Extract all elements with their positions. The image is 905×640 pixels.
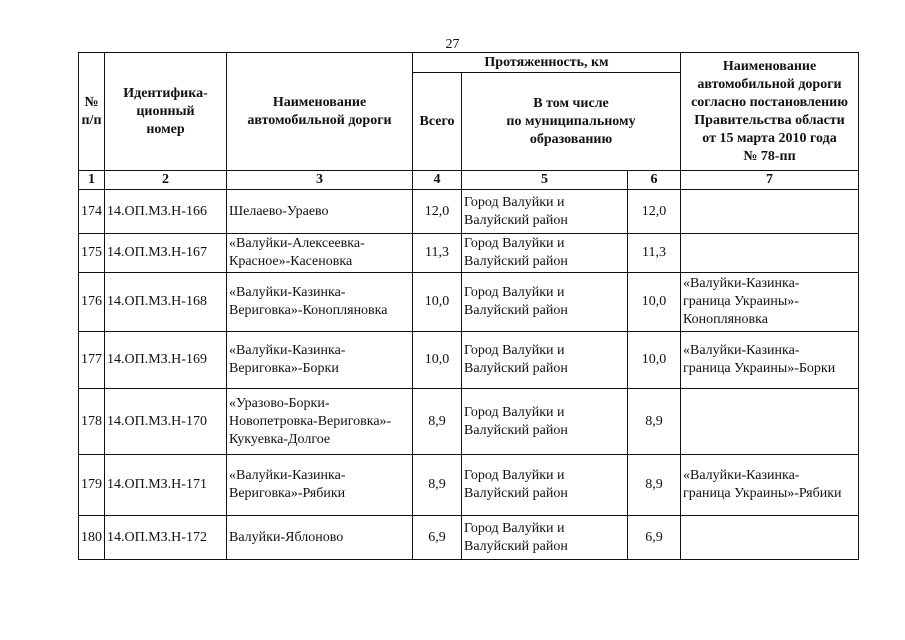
table-body [79, 190, 859, 560]
roads-table [78, 52, 859, 560]
row-road-name: «Валуйки-Казинка- Вериговка»-Конопляновка [227, 273, 413, 332]
column-number-2: 2 [105, 171, 227, 190]
row-municipal-length: 10,0 [628, 273, 681, 332]
row-identifier: 14.ОП.МЗ.Н-166 [105, 190, 227, 234]
row-municipal-length: 8,9 [628, 389, 681, 455]
header-total: Всего [413, 73, 462, 171]
row-total-length: 8,9 [413, 455, 462, 516]
row-number: 177 [79, 332, 105, 389]
table-header [79, 53, 859, 190]
row-municipal-length: 8,9 [628, 455, 681, 516]
row-total-length: 8,9 [413, 389, 462, 455]
row-municipality: Город Валуйки и Валуйский район [462, 332, 628, 389]
row-road-name: «Валуйки-Казинка- Вериговка»-Рябики [227, 455, 413, 516]
row-road-name: «Уразово-Борки- Новопетровка-Вериговка»- Кукуевка-Долгое [227, 389, 413, 455]
row-total-length: 12,0 [413, 190, 462, 234]
row-municipality: Город Валуйки и Валуйский район [462, 516, 628, 560]
row-resolution-name [681, 234, 859, 273]
column-number-1: 1 [79, 171, 105, 190]
row-total-length: 10,0 [413, 332, 462, 389]
header-road-name: Наименование автомобильной дороги [227, 53, 413, 171]
row-resolution-name [681, 389, 859, 455]
row-number: 178 [79, 389, 105, 455]
row-identifier: 14.ОП.МЗ.Н-172 [105, 516, 227, 560]
column-number-6: 6 [628, 171, 681, 190]
table-row [79, 389, 859, 455]
table-row [79, 190, 859, 234]
row-municipality: Город Валуйки и Валуйский район [462, 190, 628, 234]
row-identifier: 14.ОП.МЗ.Н-168 [105, 273, 227, 332]
row-municipal-length: 6,9 [628, 516, 681, 560]
row-municipality: Город Валуйки и Валуйский район [462, 389, 628, 455]
header-identifier: Идентифика- ционный номер [105, 53, 227, 171]
row-road-name: Валуйки-Яблоново [227, 516, 413, 560]
row-resolution-name: «Валуйки-Казинка- граница Украины»-Борки [681, 332, 859, 389]
row-identifier: 14.ОП.МЗ.Н-171 [105, 455, 227, 516]
row-identifier: 14.ОП.МЗ.Н-170 [105, 389, 227, 455]
row-road-name: Шелаево-Ураево [227, 190, 413, 234]
header-row-number: № п/п [79, 53, 105, 171]
row-municipal-length: 10,0 [628, 332, 681, 389]
row-road-name: «Валуйки-Алексеевка- Красное»-Касеновка [227, 234, 413, 273]
row-resolution-name: «Валуйки-Казинка- граница Украины»- Конопляновка [681, 273, 859, 332]
row-number: 175 [79, 234, 105, 273]
table-row [79, 332, 859, 389]
row-number: 179 [79, 455, 105, 516]
page-number: 27 [445, 37, 460, 52]
row-total-length: 11,3 [413, 234, 462, 273]
row-municipality: Город Валуйки и Валуйский район [462, 273, 628, 332]
row-number: 176 [79, 273, 105, 332]
row-road-name: «Валуйки-Казинка- Вериговка»-Борки [227, 332, 413, 389]
row-resolution-name [681, 516, 859, 560]
row-municipality: Город Валуйки и Валуйский район [462, 455, 628, 516]
table-row [79, 455, 859, 516]
row-resolution-name: «Валуйки-Казинка- граница Украины»-Рябики [681, 455, 859, 516]
header-resolution-name: Наименование автомобильной дороги согласно постановлению Правительства области от 15 марта 2010 года № 78-пп [681, 53, 859, 171]
column-number-4: 4 [413, 171, 462, 190]
header-length-group: Протяженность, км [413, 53, 681, 73]
row-municipality: Город Валуйки и Валуйский район [462, 234, 628, 273]
row-municipal-length: 12,0 [628, 190, 681, 234]
row-number: 180 [79, 516, 105, 560]
column-number-3: 3 [227, 171, 413, 190]
header-municipal: В том числе по муниципальному образованию [462, 73, 681, 171]
column-numbers-row [79, 171, 859, 190]
row-number: 174 [79, 190, 105, 234]
row-total-length: 6,9 [413, 516, 462, 560]
table-row [79, 516, 859, 560]
row-identifier: 14.ОП.МЗ.Н-167 [105, 234, 227, 273]
row-resolution-name [681, 190, 859, 234]
table-row [79, 273, 859, 332]
row-total-length: 10,0 [413, 273, 462, 332]
column-number-7: 7 [681, 171, 859, 190]
row-municipal-length: 11,3 [628, 234, 681, 273]
column-number-5: 5 [462, 171, 628, 190]
row-identifier: 14.ОП.МЗ.Н-169 [105, 332, 227, 389]
table-row [79, 234, 859, 273]
